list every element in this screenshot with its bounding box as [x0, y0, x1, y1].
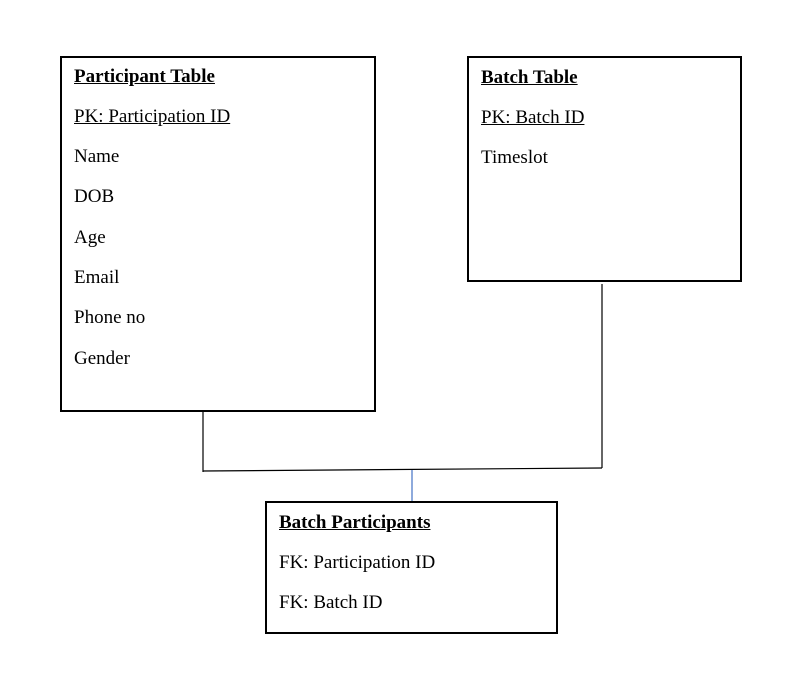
batch-table — [467, 56, 742, 282]
participant-table-title: Participant Table — [74, 66, 215, 87]
field-email: Email — [74, 267, 120, 288]
participant-table-pk: PK: Participation ID — [74, 106, 231, 127]
participant-table — [60, 56, 376, 412]
field-gender: Gender — [74, 348, 130, 369]
field-timeslot: Timeslot — [481, 147, 548, 168]
batch-participants-title: Batch Participants — [279, 512, 431, 533]
field-phone-no: Phone no — [74, 307, 146, 328]
field-age: Age — [74, 227, 106, 248]
field-name: Name — [74, 146, 120, 167]
batch-table-title: Batch Table — [481, 67, 578, 88]
fk-participation-id: FK: Participation ID — [279, 552, 436, 573]
field-dob: DOB — [74, 186, 115, 207]
fk-batch-id: FK: Batch ID — [279, 592, 383, 613]
junction-line — [203, 468, 602, 471]
batch-participants-table — [265, 501, 558, 634]
batch-table-pk: PK: Batch ID — [481, 107, 585, 128]
